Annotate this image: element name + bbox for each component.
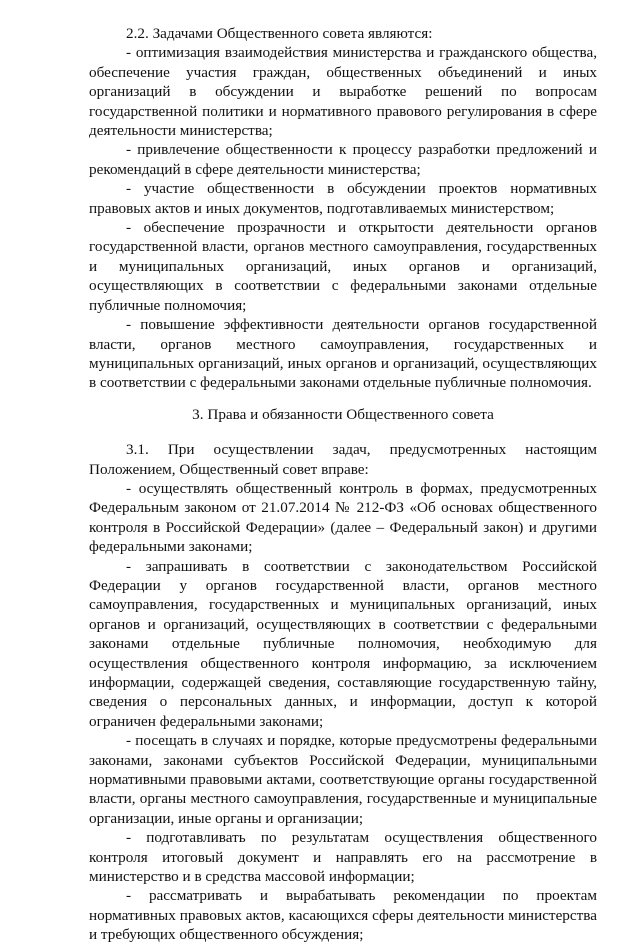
section-3-heading: 3. Права и обязанности Общественного совета [192,405,494,423]
task-item-public-involvement: - привлечение общественности к процессу разработки предложений и рекомендаций в сфере деятельности министерства; [89,141,597,178]
right-item-final-document: - подготавливать по результатам осуществления общественного контроля итоговый документ и направлять его на рассмотрение в министерство и в средства массовой информации; [89,829,597,886]
right-item-public-control: - осуществлять общественный контроль в формах, предусмотренных Федеральным законом от 21.07.2014 № 212-ФЗ «Об основах общественного контроля в Российской Федерации» (далее – Федеральный закон) и другими федеральными законами; [89,479,597,556]
task-item-efficiency: - повышение эффективности деятельности органов государственной власти, органов местного самоуправления, государственных и муниципальных организаций, иных органов и организаций, осуществляющих в соответствии с федеральными законами отдельные публичные полномочия. [89,316,597,392]
task-item-optimization: - оптимизация взаимодействия министерства и гражданского общества, обеспечение участия граждан, общественных объединений и иных организаций в обсуждении и выработке решений по вопросам государственной политики и нормативного правового регулирования в сфере деятельности министерства; [89,44,597,140]
section-2-2-intro: 2.2. Задачами Общественного совета являются: [126,25,433,42]
right-item-recommendations: - рассматривать и вырабатывать рекомендации по проектам нормативных правовых актов, касающихся сферы деятельности министерства и требующих общественного обсуждения; [89,887,597,944]
task-item-transparency: - обеспечение прозрачности и открытости деятельности органов государственной власти, органов местного самоуправления, государственных и муниципальных организаций, иных органов и организаций, осуществляющих в соответствии с федеральными законами отдельные публичные полномочия; [89,219,597,314]
right-item-request-information: - запрашивать в соответствии с законодательством Российской Федерации у органов государственной власти, органов местного самоуправления, государственных и муниципальных организаций, иных органов и организаций, осуществляющих в соответствии с федеральными законами отдельные публичные полномочия, необходимую для осуществления общественного контроля информацию, за исключением информации, содержащей сведения, составляющие государственную тайну, сведения о персональных данных, и информации, доступ к которой ограничен федеральными законами; [89,557,597,730]
document-body [89,24,597,945]
task-item-draft-discussion: - участие общественности в обсуждении проектов нормативных правовых актов и иных документов, подготавливаемых министерством; [89,180,597,217]
right-item-visit-organizations: - посещать в случаях и порядке, которые предусмотрены федеральными законами, законами субъектов Российской Федерации, муниципальными нормативными правовыми актами, соответствующие органы государственной власти, органы местного самоуправления, государственные и муниципальные организации, иные органы и организации; [89,732,597,827]
section-3-1-intro: 3.1. При осуществлении задач, предусмотренных настоящим Положением, Общественный совет вправе: [89,441,597,478]
